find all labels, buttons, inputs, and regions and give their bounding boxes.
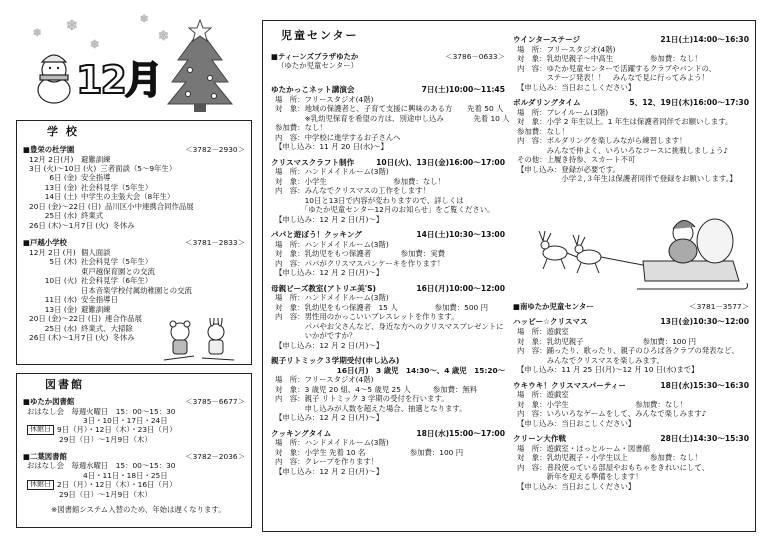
schedule-event: 日本音楽学校付属幼稚園との交流 [81, 285, 192, 295]
event-block [271, 429, 505, 477]
month-title: 12月 [76, 58, 161, 102]
library-branch-name: ■ゆたか図書館 [23, 397, 75, 407]
event-detail: 対 象：小学生 先着 10 名 参加費：100 円 [275, 447, 464, 457]
event-detail: 【申し込み：12 月 2 日(月)～】 [275, 466, 384, 476]
teens-plaza-phone: ＜3786－0633＞ [445, 52, 505, 61]
event-detail: 内 容：ゆたか児童センターで活躍するクラブやバンドの、 [517, 63, 716, 73]
svg-text:❄: ❄ [140, 14, 149, 25]
storytime: おはなし会 毎週火曜日 15：00～15：30 [27, 406, 176, 416]
schedule-date: 13日 (金) [44, 182, 77, 192]
event-detail: 場 所：遊戯室 [517, 327, 569, 337]
event-detail: 内 容：いろいろなゲームをして、みんなで楽しみます♪ [517, 409, 707, 419]
schedule-event: 品川区小中連携合同作品展 [105, 201, 194, 211]
event-detail: 対 象：乳幼児親子・小学生以上 参加費：なし！ [517, 453, 702, 463]
event-detail: 申し込みが人数を超えた場合、抽選となります。 [275, 403, 467, 413]
schedule-row [23, 155, 245, 164]
schedule-row [23, 267, 245, 276]
event-detail: 対 象：地域の保護者と、子育て支援に興味のある方 先着 50 人 [275, 104, 504, 114]
event-detail: 内 容：普段使っている部屋やおもちゃをきれいにして、 [517, 462, 710, 472]
schedule-row [23, 286, 245, 295]
event-block [271, 356, 505, 423]
schedule-date: 20日 (金)～22日 (日) [29, 201, 101, 211]
closed-days-2: 29日（日）～1月9日（木） [59, 435, 152, 445]
event-title-row [271, 158, 505, 168]
svg-text:❄: ❄ [66, 18, 78, 34]
event-detail: 内 容：パパがクリスマスパンケーキを作ります！ [275, 258, 445, 268]
event-title-row [513, 98, 749, 108]
closed-days-1: 9日（月）・12日（木）・23日（月） [57, 425, 177, 435]
event-detail: 場 所：ハンドメイドルーム(3階) [275, 167, 389, 177]
closed-days-1: 2日（月）・12日（木）・16日（月） [57, 480, 177, 490]
schedule-row [23, 276, 245, 285]
storytime: おはなし会 毎週水曜日 15：00～15：30 [27, 461, 176, 471]
schedule-row [23, 173, 245, 182]
school-phone: ＜3781－2833＞ [185, 238, 245, 248]
schedule-date: 20日 (金)～22日 (日) [29, 314, 101, 324]
event-detail: 参加費：なし！ [517, 126, 569, 136]
event-detail: 場 所：ハンドメイドルーム(3階) [275, 239, 389, 249]
event-block [271, 230, 505, 278]
svg-text:❄: ❄ [90, 38, 100, 51]
event-detail: 【申し込み：12 月 2 日(月)～】 [275, 413, 384, 423]
event-title-row [271, 284, 505, 294]
event-detail: 新年を迎える準備をします！ [517, 472, 643, 482]
event-detail: 小学２,３年生は保護者同伴で登録をお願いします。】 [517, 174, 737, 184]
event-title-row [271, 230, 505, 240]
event-detail: 【申し込み：12 月 2 日(月)～】 [275, 340, 384, 350]
schedule-row [23, 257, 245, 266]
school-name: ■戸越小学校 [23, 238, 67, 248]
event-detail: 「ゆたか児童センター12月のお知らせ」をご覧ください。 [275, 205, 495, 215]
event-date: 5、12、19日(木)16:00～17:30 [629, 98, 749, 108]
bear-rabbit-illustration [160, 318, 240, 364]
event-title-row [513, 317, 749, 327]
event-detail: 場 所：フリースタジオ(4階) [275, 375, 374, 385]
schedule-date: 10日 (火) [44, 276, 77, 286]
event-detail: 対 象：乳幼児親子 参加費：100 円 [517, 336, 697, 346]
school-phone: ＜3782－2930＞ [185, 145, 245, 155]
schedule-row [23, 221, 245, 230]
schedule-event: 社会科見学（5年生） [81, 257, 153, 267]
event-detail: 参加費：なし！ [275, 123, 327, 133]
event-title: 親子リトミック３学期受付(申し込み) [271, 356, 400, 366]
schedule-row [23, 211, 245, 220]
storytime-dates: 3日・10日・17日・24日 [83, 416, 168, 426]
event-detail: 場 所：遊戯室・ほっとルーム・図書館 [517, 443, 651, 453]
schedule-date: 11日 (水) [44, 295, 77, 305]
event-title-row [513, 434, 749, 444]
school-header [23, 145, 245, 154]
schedule-event: 社会科見学（6年生） [81, 276, 153, 286]
event-detail: 内 容：男性用のかっこいいブレスレットを作ります。 [275, 312, 459, 322]
school-title: 学 校 [47, 125, 79, 138]
schedule-date [23, 286, 81, 295]
event-detail: 内 容：クレープを作ります！ [275, 457, 379, 467]
schedule-date: 14日 (土) [44, 192, 77, 202]
schedule-row [23, 305, 245, 314]
schedule-date: 26日 (木)～1月7日 (火) [29, 332, 109, 342]
event-detail: 内 容：親子 リトミック 3 学期の受付を行います。 [275, 394, 449, 404]
event-block [513, 317, 749, 374]
library-list [23, 397, 245, 499]
event-detail: 対 象：小学生 参加費：なし！ [517, 399, 687, 409]
schedule-row [23, 183, 245, 192]
school-header [23, 238, 245, 247]
event-detail: 場 所：フリースタジオ(4階) [517, 44, 616, 54]
event-title: ボルダリングタイム [513, 98, 581, 108]
event-detail: 10日と13日で内容が変わりますので、詳しくは [275, 195, 464, 205]
schedule-event: 終業式 [81, 211, 104, 221]
event-date: 7日(土)10:00～11:45 [421, 85, 505, 94]
minami-center-name: ■南ゆたか児童センター [513, 302, 594, 311]
teens-plaza-name: ■ティーンズプラザゆたか [271, 52, 359, 61]
teens-plaza-sub: （ゆたか児童センター） [277, 61, 359, 71]
closed-days-2: 29日（日）～1月9日（木） [59, 489, 152, 499]
schedule-event: 冬休み [112, 332, 135, 342]
svg-text:❄: ❄ [33, 28, 42, 39]
event-detail: 【申し込み：12 月 2 日(月)～】 [275, 214, 384, 224]
event-detail: ステージ発表！！ みんなで見に行ってみよう！ [517, 73, 709, 83]
event-title-row [271, 356, 505, 366]
event-title: ウキウキ！クリスマスパーティー [513, 380, 626, 390]
event-title-row [513, 35, 749, 45]
library-branch-header [23, 397, 245, 406]
center-events-left [271, 79, 510, 476]
event-date: 16日(月)10:00～12:00 [416, 283, 505, 293]
event-block [271, 85, 510, 152]
event-detail: その他：上履き持参、スカート不可 [517, 155, 636, 165]
schedule-date: 25日 (水) [44, 323, 77, 333]
library-branch-phone: ＜3785－6677＞ [185, 397, 245, 407]
event-block [271, 284, 505, 351]
event-detail: 【申し込み：登録が必要です。 [517, 164, 620, 174]
storytime-dates: 4日・11日・18日・25日 [83, 470, 168, 480]
event-detail: 場 所：プレイルーム(3階) [517, 107, 609, 117]
closed-days [23, 425, 245, 435]
schedule-event: 連合作品展 [105, 314, 142, 324]
school-name: ■豊栄の杜学園 [23, 145, 75, 155]
library-branch-name: ■二葉図書館 [23, 451, 67, 461]
event-date: 10日(火)、13日(金)16:00～17:00 [376, 157, 505, 167]
event-detail: 対 象：小学生 参加費：なし！ [275, 176, 445, 186]
event-subtitle: 16日(月) 3 歳児 14:30～、4 歳児 15:20～ [336, 365, 505, 375]
event-detail: ※乳幼児保育を希望の方は、別途申し込み 先着 10 人 [275, 113, 510, 123]
event-title-row [513, 381, 749, 391]
minami-center-phone: ＜3781－3577＞ [689, 302, 749, 311]
schedule-event: 安全指導日 [81, 295, 118, 305]
schedule-row [23, 295, 245, 304]
schedule-row [23, 202, 245, 211]
event-date: 28日(土)14:30～15:30 [660, 434, 749, 444]
center-title-wrap [281, 29, 359, 43]
library-section [16, 373, 252, 528]
event-detail: 内 容：みんなでクリスマスの工作をします！ [275, 186, 430, 196]
schedule-event: 社会科見学（5年生） [81, 182, 153, 192]
schedule-event: 東戸越保育園との交流 [81, 266, 155, 276]
event-title: パパと遊ぼう！クッキング [271, 230, 362, 240]
svg-text:❄: ❄ [158, 29, 169, 44]
event-date: 18日(水)15:30～16:30 [660, 380, 749, 390]
event-detail: 【申し込み：当日おこしください】 [517, 418, 636, 428]
event-detail: 【申し込み：11 月 20 日(水)～】 [275, 142, 388, 152]
schedule-event: 避難訓練 [81, 154, 111, 164]
center-events-right [513, 29, 749, 184]
event-title-row [271, 85, 505, 95]
event-detail: 【申し込み：当日おこしください】 [517, 481, 636, 491]
event-detail: 内 容：中学校に進学するお子さんへ [275, 132, 401, 142]
schedule-event: 個人面談 [81, 247, 111, 257]
schedule-row [23, 192, 245, 201]
schedule-date: 12月 2日(月) [29, 154, 74, 164]
event-detail: 場 所：遊戯室 [517, 390, 569, 400]
event-detail: 対 象：乳幼児をもつ保護者 15 人 参加費：500 円 [275, 302, 488, 312]
event-title: ゆたかっこネット講演会 [271, 85, 355, 94]
closed-days [23, 480, 245, 490]
event-block [513, 35, 749, 92]
event-detail: いかがですか？ [275, 331, 357, 341]
event-detail: 場 所：ハンドメイドルーム(3階) [275, 293, 389, 303]
center-title: 児童センター [281, 29, 359, 42]
schedule-date: 3日 (火)～10日 (火) [29, 164, 97, 174]
schedule-event: 冬休み [112, 220, 135, 230]
schedule-event: 終業式、大掃除 [81, 323, 133, 333]
event-detail: みんなでクリスマスを楽しみます。 [517, 355, 664, 365]
event-detail: パパやお父さんなど、身近な方へのクリスマスプレゼントに [275, 321, 504, 331]
schedule-date: 25日 (水) [44, 211, 77, 221]
schedule-date [23, 267, 81, 276]
closed-label: 休館日 [27, 425, 54, 435]
library-note: ※図書館システム入替のため、年始は遅くなります。 [51, 505, 226, 515]
teens-plaza [271, 49, 505, 71]
schedule-date: 12月 2日 (月) [29, 247, 76, 257]
event-title: クリーン大作戦 [513, 434, 567, 444]
closed-label: 休館日 [27, 480, 54, 490]
event-title-row [271, 429, 505, 439]
event-detail: 内 容：ボルダリングを楽しみながら練習します！ [517, 136, 687, 146]
event-detail: 対 象：3 歳児 20 組、4～5 歳児 25 人 参加費：無料 [275, 384, 478, 394]
event-title: ハッピー☆クリスマス [513, 317, 588, 327]
event-date: 13日(金)10:30～12:00 [660, 317, 749, 327]
event-detail: 内 容：踊ったり、歌ったり、親子のひろば各クラブの発表など、 [517, 346, 739, 356]
event-title: 母親ビーズ教室(アトリエ美'S) [271, 283, 377, 293]
event-detail: 【申し込み：当日おこしください】 [517, 82, 636, 92]
schedule-date: 6日 (金) [49, 173, 77, 183]
library-title: 図書館 [45, 378, 84, 391]
santa-sleigh-illustration [533, 211, 753, 299]
event-title: クリスマスクラフト制作 [271, 157, 355, 167]
schedule-date: 13日 (金) [44, 304, 77, 314]
event-block [271, 158, 505, 225]
event-detail: 【申し込み：11 月 25 日(月)～12 月 10 日(水)まで】 [517, 365, 699, 375]
event-detail: 【申し込み：12 月 2 日(月)～】 [275, 268, 384, 278]
library-branch-phone: ＜3782－2036＞ [185, 451, 245, 461]
event-block [513, 434, 749, 491]
schedule-event: 安全指導 [81, 173, 111, 183]
school-list [23, 145, 245, 342]
event-detail: 場 所：ハンドメイドルーム(3階) [275, 438, 389, 448]
event-block [513, 381, 749, 429]
schedule-event: 避難訓練 [81, 304, 111, 314]
event-detail: みんなで仲よく、いろいろなコースに挑戦しましょう♪ [517, 145, 729, 155]
schedule-row [23, 248, 245, 257]
schedule-event: 中学生の主張大会（8年生） [81, 192, 175, 202]
event-detail: 対 象：乳幼児をもつ保護者 参加費：実費 [275, 249, 445, 259]
event-detail: 場 所：フリースタジオ(4階) [275, 94, 374, 104]
event-date: 14日(土)10:30～13:00 [416, 230, 505, 240]
event-block [513, 98, 749, 183]
schedule-row [23, 164, 245, 173]
event-date: 18日(水)15:00～17:00 [416, 428, 505, 438]
event-title: ウインターステージ [513, 35, 581, 44]
event-date: 21日(土)14:00～16:30 [660, 35, 749, 44]
schedule-date: 5日 (木) [49, 257, 77, 267]
schedule-event: 三者面談（5～9年生） [100, 164, 177, 174]
minami-center [513, 299, 749, 491]
center-section [262, 20, 756, 532]
event-detail: 対 象：乳幼児親子～中高生 参加費：なし！ [517, 54, 702, 64]
library-branch-header [23, 452, 245, 461]
schedule-date: 26日 (木)～1月7日 (火) [29, 220, 109, 230]
event-detail: 対 象：小学 2 年生以上。1 年生は保護者同伴でお願いします。 [517, 117, 733, 127]
minami-events [513, 317, 749, 491]
event-title: クッキングタイム [271, 428, 332, 438]
